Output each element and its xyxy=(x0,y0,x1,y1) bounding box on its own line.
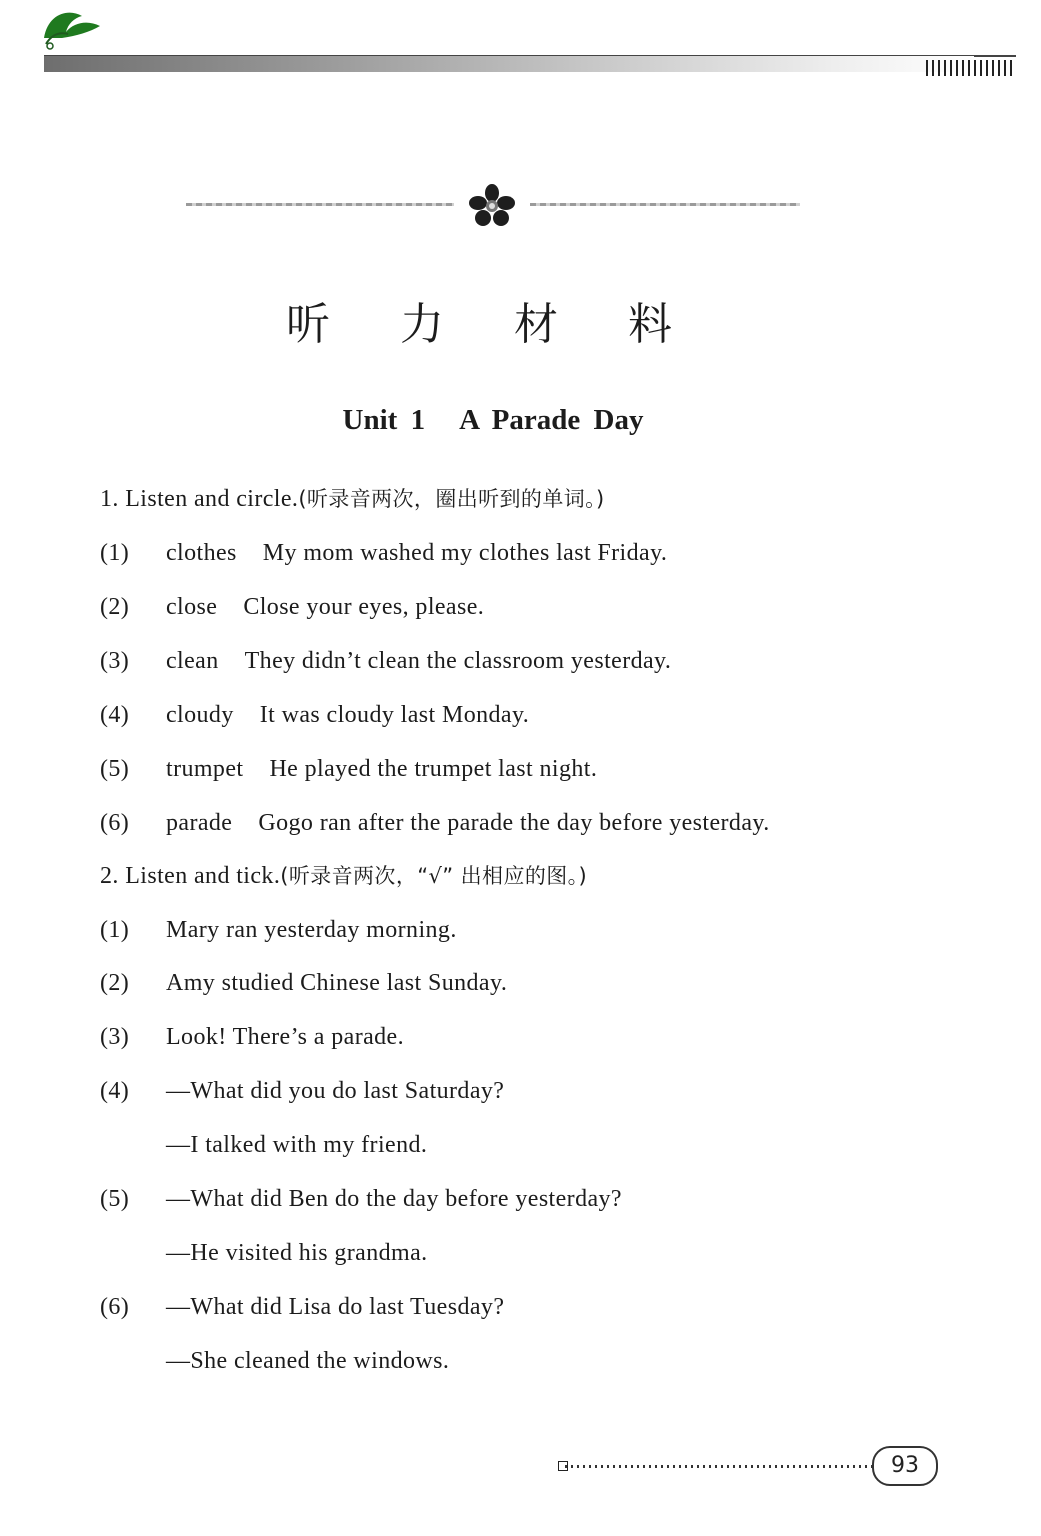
item-sentence: It was cloudy last Monday. xyxy=(259,702,530,728)
item-line: —What did Ben do the day before yesterday? xyxy=(166,1186,622,1212)
list-item xyxy=(100,754,597,784)
section1-heading xyxy=(100,484,605,514)
item-number: (6) xyxy=(100,810,130,836)
unit-title xyxy=(0,404,986,437)
leaf-logo-icon xyxy=(38,4,102,54)
list-item xyxy=(100,700,529,730)
item-number: (3) xyxy=(100,1024,130,1050)
page-number: 93 xyxy=(872,1446,938,1486)
list-item xyxy=(100,646,671,676)
item-line: Amy studied Chinese last Sunday. xyxy=(166,970,508,996)
item-sentence: My mom washed my clothes last Friday. xyxy=(262,540,668,566)
list-item xyxy=(100,538,667,568)
item-word: parade xyxy=(166,810,233,836)
list-item xyxy=(100,1076,504,1106)
section1-heading-cn: (听录音两次，圈出听到的单词。) xyxy=(298,487,605,511)
section2-heading-cn: (听录音两次，“√” 出相应的图。) xyxy=(280,864,588,888)
item-number: (4) xyxy=(100,702,130,728)
item-sentence: Close your eyes, please. xyxy=(243,594,485,620)
list-item xyxy=(100,1292,504,1322)
item-number: (6) xyxy=(100,1294,130,1320)
item-line: Mary ran yesterday morning. xyxy=(166,917,457,943)
item-line: —What did you do last Saturday? xyxy=(166,1078,505,1104)
item-word: clean xyxy=(166,648,219,674)
header-gradient-bar xyxy=(44,56,974,72)
list-item xyxy=(100,808,770,838)
item-number: (1) xyxy=(100,540,130,566)
item-word: cloudy xyxy=(166,702,234,728)
list-item xyxy=(100,592,484,622)
section1-heading-en: 1. Listen and circle. xyxy=(100,486,299,512)
header-tick-marks xyxy=(926,60,1016,76)
list-item-continuation: —I talked with my friend. xyxy=(166,1132,428,1158)
section2-heading xyxy=(100,861,587,891)
footer-dotted-leader xyxy=(565,1465,875,1468)
item-word: close xyxy=(166,594,218,620)
ornament-line-left xyxy=(186,203,454,206)
flower-icon xyxy=(466,183,518,229)
list-item xyxy=(100,1184,622,1214)
list-item-continuation: —She cleaned the windows. xyxy=(166,1348,450,1374)
item-line: —What did Lisa do last Tuesday? xyxy=(166,1294,505,1320)
unit-number: Unit 1 xyxy=(342,404,426,436)
item-number: (5) xyxy=(100,756,130,782)
item-sentence: He played the trumpet last night. xyxy=(269,756,598,782)
item-line: Look! There’s a parade. xyxy=(166,1024,404,1050)
item-sentence: Gogo ran after the parade the day before yesterday. xyxy=(258,810,770,836)
list-item xyxy=(100,915,457,945)
item-number: (2) xyxy=(100,594,130,620)
list-item xyxy=(100,1022,404,1052)
item-word: trumpet xyxy=(166,756,244,782)
item-number: (4) xyxy=(100,1078,130,1104)
page-title: 听 力 材 料 xyxy=(286,299,700,350)
item-number: (2) xyxy=(100,970,130,996)
item-sentence: They didn’t clean the classroom yesterday. xyxy=(244,648,672,674)
item-number: (3) xyxy=(100,648,130,674)
list-item-continuation: —He visited his grandma. xyxy=(166,1240,428,1266)
section2-heading-en: 2. Listen and tick. xyxy=(100,863,281,889)
item-number: (1) xyxy=(100,917,130,943)
ornament-line-right xyxy=(530,203,800,206)
unit-name: A Parade Day xyxy=(459,404,644,436)
item-number: (5) xyxy=(100,1186,130,1212)
item-word: clothes xyxy=(166,540,237,566)
list-item xyxy=(100,968,507,998)
